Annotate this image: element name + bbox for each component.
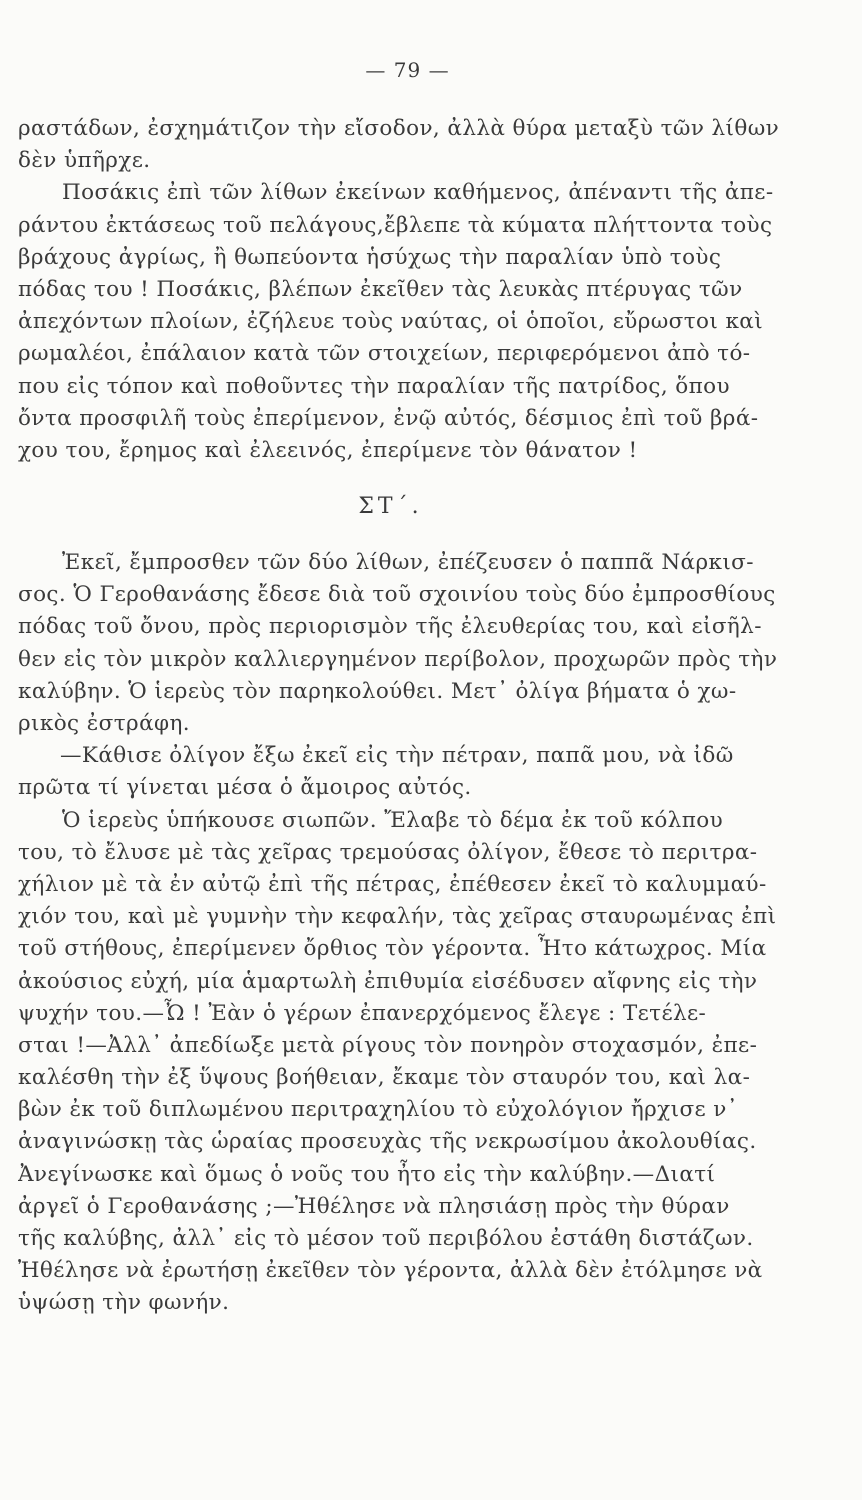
text-line: πόδας του ! Ποσάκις, βλέπων ἐκεῖθεν τὰς λευκὰς πτέρυγας τῶν	[18, 276, 743, 302]
section-heading: ΣΤ΄.	[358, 494, 423, 520]
text-line: ράντου ἐκτάσεως τοῦ πελάγους,ἔβλεπε τὰ κύματα πλήττοντα τοὺς	[18, 212, 773, 238]
text-line: θεν εἰς τὸν μικρὸν καλλιεργημένον περίβολον, προχωρῶν πρὸς τὴν	[18, 646, 778, 672]
dialogue-line: —Κάθισε ὀλίγον ἔξω ἐκεῖ εἰς τὴν πέτραν, παπᾶ μου, νὰ ἰδῶ	[60, 743, 734, 769]
text-line: ὄντα προσφιλῆ τοὺς ἐπερίμενον, ἐνῷ αὐτός, δέσμιος ἐπὶ τοῦ βρά-	[18, 405, 759, 431]
text-line: πόδας τοῦ ὄνου, πρὸς περιορισμὸν τῆς ἐλευθερίας του, καὶ εἰσῆλ-	[18, 614, 762, 640]
page-body	[18, 113, 793, 1320]
text-line: βράχους ἀγρίως, ἢ θωπεύοντα ἡσύχως τὴν παραλίαν ὑπὸ τοὺς	[18, 244, 722, 270]
text-line: τοῦ στήθους, ἐπερίμενεν ὄρθιος τὸν γέροντα. Ἦτο κάτωχρος. Μία	[18, 936, 767, 962]
page-number: — 79 —	[365, 58, 450, 82]
text-line: χου του, ἔρημος καὶ ἐλεεινός, ἐπερίμενε τὸν θάνατον !	[18, 437, 638, 463]
text-line: ψυχήν του.—Ὦ ! Ἐὰν ὁ γέρων ἐπανερχόμενος ἔλεγε : Τετέλε-	[18, 1000, 707, 1026]
paragraph-start-line: Ὁ ἱερεὺς ὑπήκουσε σιωπῶν. Ἔλαβε τὸ δέμα ἐκ τοῦ κόλπου	[62, 807, 724, 833]
text-line: ἀπεχόντων πλοίων, ἐζήλευε τοὺς ναύτας, οἱ ὁποῖοι, εὔρωστοι καὶ	[18, 309, 764, 335]
text-line: που εἰς τόπον καὶ ποθοῦντες τὴν παραλίαν τῆς πατρίδος, ὅπου	[18, 373, 730, 399]
text-line: ρικὸς ἐστράφη.	[18, 711, 190, 736]
text-line: ἀναγινώσκῃ τὰς ὡραίας προσευχὰς τῆς νεκρωσίμου ἀκολουθίας.	[18, 1129, 757, 1155]
text-line: Ἠθέλησε νὰ ἐρωτήσῃ ἐκεῖθεν τὸν γέροντα, ἀλλὰ δὲν ἐτόλμησε νὰ	[18, 1258, 763, 1284]
text-line: καλέσθη τὴν ἐξ ὕψους βοήθειαν, ἔκαμε τὸν σταυρόν του, καὶ λα-	[18, 1065, 751, 1091]
text-line: σος. Ὁ Γεροθανάσης ἔδεσε διὰ τοῦ σχοινίου τοὺς δύο ἐμπροσθίους	[18, 582, 776, 608]
text-line: χήλιον μὲ τὰ ἐν αὐτῷ ἐπὶ τῆς πέτρας, ἐπέθεσεν ἐκεῖ τὸ καλυμμαύ-	[18, 871, 767, 897]
text-line: ὑψώσῃ τὴν φωνήν.	[18, 1290, 230, 1316]
text-line: σται !—Ἀλλ᾽ ἀπεδίωξε μετὰ ρίγους τὸν πονηρὸν στοχασμόν, ἐπε-	[18, 1032, 758, 1058]
text-line: πρῶτα τί γίνεται μέσα ὁ ἄμοιρος αὐτός.	[18, 775, 472, 801]
text-line: δὲν ὑπῆρχε.	[18, 148, 151, 174]
paragraph-start-line: Ποσάκις ἐπὶ τῶν λίθων ἐκείνων καθήμενος, ἀπέναντι τῆς ἀπε-	[62, 180, 774, 206]
text-line: του, τὸ ἔλυσε μὲ τὰς χεῖρας τρεμούσας ὀλίγον, ἔθεσε τὸ περιτρα-	[18, 839, 758, 865]
text-line: ἀργεῖ ὁ Γεροθανάσης ;—Ἠθέλησε νὰ πλησιάσῃ πρὸς τὴν θύραν	[18, 1193, 730, 1219]
text-line: ρωμαλέοι, ἐπάλαιον κατὰ τῶν στοιχείων, περιφερόμενοι ἀπὸ τό-	[18, 341, 751, 367]
text-line: ἀκούσιος εὐχή, μία ἁμαρτωλὴ ἐπιθυμία εἰσέδυσεν αἴφνης εἰς τὴν	[18, 968, 758, 994]
paragraph-start-line: Ἐκεῖ, ἔμπροσθεν τῶν δύο λίθων, ἐπέζευσεν ὁ παππᾶ Νάρκισ-	[62, 550, 754, 576]
text-line: τῆς καλύβης, ἀλλ᾽ εἰς τὸ μέσον τοῦ περιβόλου ἐστάθη διστάζων.	[18, 1226, 754, 1251]
text-line: καλύβην. Ὁ ἱερεὺς τὸν παρηκολούθει. Μετ᾽ ὀλίγα βήματα ὁ χω-	[18, 678, 737, 704]
paragraph-start-line: Ἀνεγίνωσκε καὶ ὅμως ὁ νοῦς του ἦτο εἰς τὴν καλύβην.—Διατί	[18, 1161, 716, 1187]
text-line: βὼν ἐκ τοῦ διπλωμένου περιτραχηλίου τὸ εὐχολόγιον ἤρχισε ν᾽	[18, 1097, 738, 1123]
text-line: χιόν του, καὶ μὲ γυμνὴν τὴν κεφαλήν, τὰς χεῖρας σταυρωμένας ἐπὶ	[18, 904, 777, 930]
text-line: ραστάδων, ἐσχημάτιζον τὴν εἴσοδον, ἀλλὰ θύρα μεταξὺ τῶν λίθων	[18, 116, 780, 141]
